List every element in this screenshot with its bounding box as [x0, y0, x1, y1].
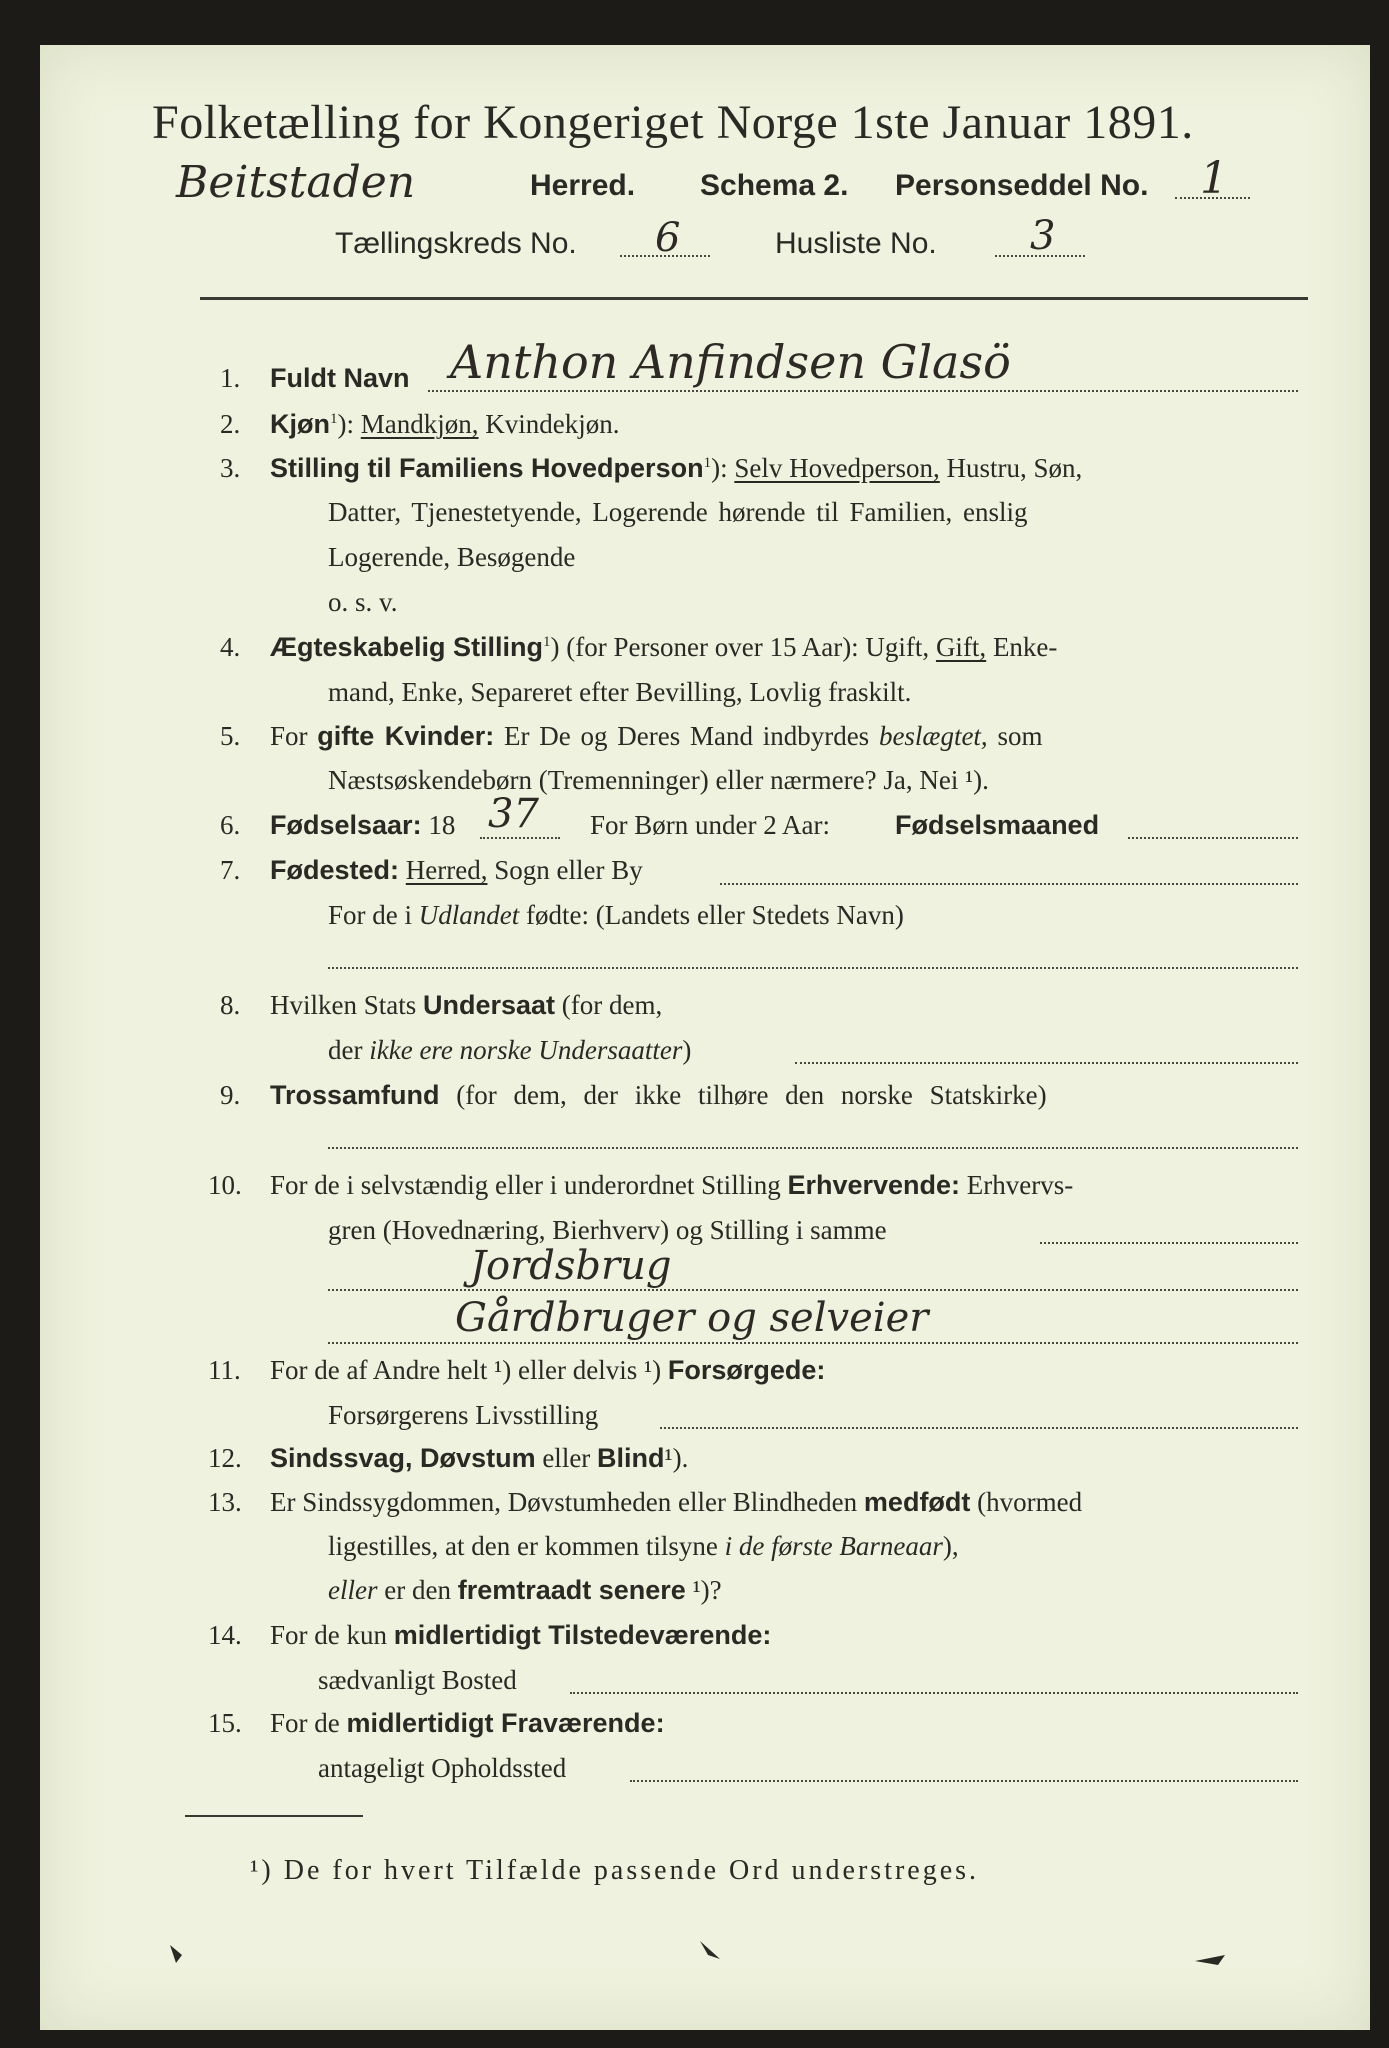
q15-number: 15. [208, 1708, 242, 1738]
ink-mark-left [170, 1945, 182, 1963]
q6-label: Fødselsaar: [270, 810, 422, 840]
q13-line2-a: ligestilles, at den er kommen tilsyne [328, 1531, 718, 1561]
q13-line3 [328, 1575, 722, 1606]
q8-line2-ital: ikke ere norske Undersaatter [369, 1035, 683, 1065]
q4-label: Ægteskabelig Stilling [270, 632, 544, 662]
q9-line1 [270, 1080, 1047, 1111]
taellingskreds-no: 6 [655, 215, 681, 261]
q10-text2: Erhvervs- [966, 1170, 1074, 1200]
census-form-page [40, 45, 1370, 2030]
q12-line [270, 1443, 688, 1474]
q8-line2 [328, 1035, 691, 1066]
q3-options-rest: Hustru, Søn, [946, 453, 1083, 483]
q13-line2-ital: i de første Barneaar [724, 1531, 943, 1561]
q3-line1 [270, 453, 1082, 484]
q3-line2: Datter, Tjenestetyende, Logerende hørende til Familien, enslig [328, 497, 1028, 527]
q9-answer-line [328, 1147, 1298, 1149]
q12-mid: eller [542, 1443, 591, 1473]
q2-line [270, 409, 620, 440]
q11-text1: For de af Andre helt ¹) eller delvis ¹) [270, 1355, 662, 1385]
q10-label: Erhvervende: [787, 1170, 961, 1200]
q4-option-selected: Gift, [935, 632, 987, 662]
q7-answer-line [720, 883, 1298, 885]
q4-line1 [270, 632, 1057, 663]
q3-option-selected: Selv Hovedperson, [734, 453, 940, 483]
q9-text: (for dem, der ikke tilhøre den norske Statskirke) [456, 1080, 1047, 1110]
q10-answer1: Jordsbrug [470, 1243, 672, 1289]
q8-answer-line [795, 1062, 1298, 1064]
q14-number: 14. [208, 1620, 242, 1650]
q7-label: Fødested: [270, 855, 400, 885]
q13-text2: (hvormed [977, 1487, 1083, 1517]
q1-number: 1. [220, 363, 241, 393]
q8-text1: Hvilken Stats [270, 990, 417, 1020]
q13-line1 [270, 1487, 1082, 1518]
personseddel-no: 1 [1200, 153, 1228, 204]
q14-line2: sædvanligt Bosted [318, 1665, 517, 1695]
q10-number: 10. [208, 1170, 242, 1200]
q10-answer2: Gårdbruger og selveier [455, 1295, 929, 1341]
q13-line3-label: fremtraadt senere [457, 1575, 686, 1605]
q11-line1 [270, 1355, 825, 1386]
ink-mark-right [1195, 1955, 1225, 1965]
q8-line1 [270, 990, 662, 1021]
q6-label2: Fødselsmaaned [895, 810, 1100, 840]
q3-colon: ): [711, 453, 728, 483]
q8-line2-a: der [328, 1035, 363, 1065]
q14-label: midlertidigt Tilstedeværende: [393, 1620, 772, 1650]
form-title: Folketælling for Kongeriget Norge 1ste Januar 1891. [152, 96, 1194, 149]
q7-option-selected: Herred, [405, 855, 488, 885]
q3-number: 3. [220, 453, 241, 483]
q8-number: 8. [220, 990, 241, 1020]
q13-line2 [328, 1531, 959, 1562]
q10-line2-fill [1040, 1242, 1298, 1244]
q8-label: Undersaat [423, 990, 556, 1020]
q3-line4: o. s. v. [328, 587, 398, 617]
taellingskreds-label: Tællingskreds No. [335, 227, 577, 260]
q13-line3-ital: eller [328, 1575, 378, 1605]
q7-text: Sogn eller By [494, 855, 643, 885]
q12-label2: Blind [597, 1443, 665, 1473]
q2-option-mandkjon: Mandkjøn, [360, 409, 479, 439]
herred-handwritten: Beitstaden [176, 157, 416, 208]
ink-marks [40, 1925, 1370, 2005]
q7-line2-ital: Udlandet [418, 900, 520, 930]
q1-answer: Anthon Anfindsen Glasö [450, 335, 1011, 389]
q7-line2-a: For de i [328, 900, 412, 930]
q14-answer-line [570, 1692, 1298, 1694]
q15-answer-line [630, 1780, 1298, 1782]
q6-text: For Børn under 2 Aar: [590, 810, 830, 840]
q3-label: Stilling til Familiens Hovedperson [270, 453, 704, 483]
husliste-no: 3 [1030, 213, 1056, 259]
q5-line1 [270, 721, 1042, 752]
q9-label: Trossamfund [270, 1080, 440, 1110]
q12-label: Sindssvag, Døvstum [270, 1443, 536, 1473]
q6-number: 6. [220, 810, 241, 840]
q1-answer-line [428, 390, 1298, 392]
q5-line2: Næstsøskendebørn (Tremenninger) eller nærmere? Ja, Nei ¹). [328, 765, 989, 795]
q4-text1: ) (for Personer over 15 Aar): Ugift, [550, 632, 930, 662]
q13-text1: Er Sindssygdommen, Døvstumheden eller Blindheden [270, 1487, 858, 1517]
q2-number: 2. [220, 409, 241, 439]
q10-line1 [270, 1170, 1073, 1201]
q12-end: ¹). [664, 1443, 689, 1473]
q10-answer-line2 [328, 1342, 1298, 1344]
herred-label: Herred. [530, 169, 636, 202]
q14-text: For de kun [270, 1620, 387, 1650]
q6-month-line [1128, 837, 1298, 839]
q8-text2: (for dem, [561, 990, 663, 1020]
footnote-divider [185, 1815, 363, 1817]
q13-line2-b: ), [942, 1531, 959, 1561]
q12-number: 12. [208, 1443, 242, 1473]
q14-line1 [270, 1620, 771, 1651]
q7-abroad-line [328, 967, 1298, 969]
q4-line2: mand, Enke, Separeret efter Bevilling, Lovlig fraskilt. [328, 677, 912, 707]
q10-line2: gren (Hovednæring, Bierhverv) og Stilling i samme [328, 1215, 887, 1245]
q2-colon: ): [337, 409, 354, 439]
q6-line [270, 810, 455, 841]
q7-line2-b: fødte: (Landets eller Stedets Navn) [526, 900, 904, 930]
header-divider [200, 297, 1308, 300]
q10-text1: For de i selvstændig eller i underordnet Stilling [270, 1170, 781, 1200]
q15-line1 [270, 1708, 665, 1739]
ink-mark-center [700, 1941, 720, 1959]
q6-year-value: 37 [488, 791, 539, 837]
q3-sup: 1 [703, 455, 712, 471]
q6-year-line [480, 837, 560, 839]
q13-number: 13. [208, 1487, 242, 1517]
q2-option-kvindekjon: Kvindekjøn. [485, 409, 620, 439]
footnote: ¹) De for hvert Tilfælde passende Ord understreges. [250, 1855, 980, 1886]
q9-number: 9. [220, 1080, 241, 1110]
q15-line2: antageligt Opholdssted [318, 1753, 567, 1783]
q10-answer-line1 [328, 1289, 1298, 1291]
q8-line2-b: ) [682, 1035, 692, 1065]
q5-ital: beslægtet, [878, 721, 988, 751]
q7-line2 [328, 900, 904, 931]
q15-label: midlertidigt Fraværende: [346, 1708, 665, 1738]
q11-answer-line [660, 1427, 1298, 1429]
husliste-label: Husliste No. [775, 227, 937, 260]
q11-label: Forsørgede: [667, 1355, 826, 1385]
q5-text2: som [997, 721, 1043, 751]
q6-prefix: 18 [428, 810, 456, 840]
q7-number: 7. [220, 855, 241, 885]
q5-number: 5. [220, 721, 241, 751]
q5-label: gifte Kvinder: [317, 721, 495, 751]
q3-line3: Logerende, Besøgende [328, 542, 576, 572]
q7-line1 [270, 855, 643, 886]
personseddel-label: Personseddel No. [895, 169, 1149, 202]
q2-sup: 1 [330, 411, 338, 427]
q4-number: 4. [220, 632, 241, 662]
q4-text2: Enke- [992, 632, 1058, 662]
q4-sup: 1 [543, 634, 551, 650]
q1-label: Fuldt Navn [270, 363, 410, 393]
q13-line3-a: er den [384, 1575, 451, 1605]
q15-text: For de [270, 1708, 340, 1738]
q13-label: medfødt [863, 1487, 971, 1517]
q11-line2: Forsørgerens Livsstilling [328, 1400, 599, 1430]
q5-text1: Er De og Deres Mand indbyrdes [504, 721, 870, 751]
q2-label: Kjøn [270, 409, 330, 439]
q11-number: 11. [208, 1355, 241, 1385]
q13-line3-b: ¹)? [692, 1575, 722, 1605]
q5-pre: For [270, 721, 308, 751]
schema-label: Schema 2. [700, 169, 849, 202]
